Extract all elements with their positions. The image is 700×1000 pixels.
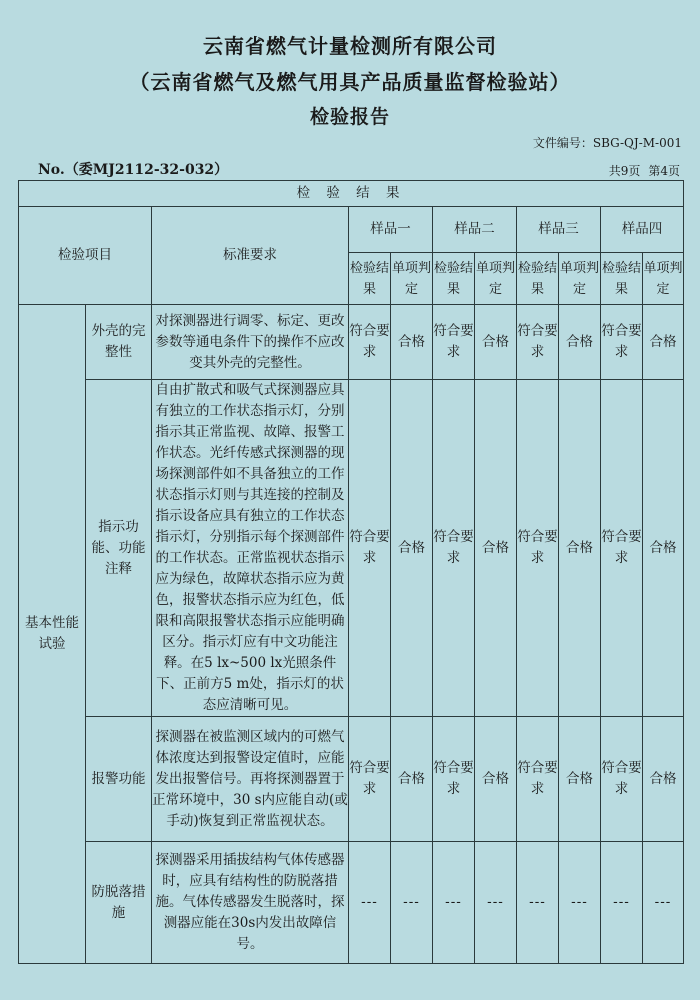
table-row (19, 380, 684, 717)
result-cell: --- (349, 842, 391, 964)
org-subname: （云南省燃气及燃气用具产品质量监督检验站） (129, 70, 571, 94)
total-pages: 共9页 (608, 164, 641, 178)
judgement-cell: 合格 (391, 380, 433, 717)
table-title-row (19, 181, 684, 207)
col-header-standard: 标准要求 (152, 207, 349, 305)
judgement-cell: --- (643, 842, 684, 964)
judgement-cell: 合格 (475, 717, 517, 842)
sub-header-result: 检验结果 (349, 253, 391, 305)
standard-cell: 对探测器进行调零、标定、更改参数等通电条件下的操作不应改变其外壳的完整性。 (152, 305, 349, 380)
standard-cell: 探测器采用插拔结构气体传感器时，应具有结构性的防脱落措施。气体传感器发生脱落时，探测器应能在30s内发出故障信号。 (152, 842, 349, 964)
sub-header-result: 检验结果 (601, 253, 643, 305)
standard-cell: 自由扩散式和吸气式探测器应具有独立的工作状态指示灯，分别指示其正常监视、故障、报警工作状态。光纤传感式探测器的现场探测部件如不具备独立的工作状态指示灯则与其连接的控制及指示设备应具有独立的工作状态指示灯，分别指示每个探测部件的工作状态。正常监视状态指示应为绿色，故障状态指示应为黄色，报警状态指示应为红色，低限和高限报警状态指示应能明确区分。指示灯应有中文功能注释。在5 lx~500 lx光照条件下、正前方5 m处，指示灯的状态应清晰可见。 (152, 380, 349, 717)
item-cell: 防脱落措施 (86, 842, 152, 964)
results-table (18, 180, 684, 964)
report-number: No.（委MJ2112-32-032） (38, 162, 229, 178)
result-cell: 符合要求 (433, 380, 475, 717)
page-indicator (601, 162, 680, 179)
result-cell: --- (433, 842, 475, 964)
standard-cell: 探测器在被监测区域内的可燃气体浓度达到报警设定值时，应能发出报警信号。再将探测器置于正常环境中，30 s内应能自动(或手动)恢复到正常监视状态。 (152, 717, 349, 842)
judgement-cell: 合格 (391, 717, 433, 842)
result-cell: 符合要求 (349, 717, 391, 842)
judgement-cell: --- (391, 842, 433, 964)
current-page: 第4页 (648, 164, 680, 178)
judgement-cell: 合格 (643, 305, 684, 380)
item-cell: 指示功能、功能注释 (86, 380, 152, 717)
sample-2-header: 样品二 (433, 207, 517, 253)
section-title: 检 验 结 果 (19, 181, 684, 207)
result-cell: 符合要求 (433, 305, 475, 380)
result-cell: 符合要求 (517, 305, 559, 380)
sub-header-judgement: 单项判定 (391, 253, 433, 305)
table-row (19, 842, 684, 964)
file-number: 文件编号：SBG-QJ-M-001 (532, 136, 682, 150)
result-cell: 符合要求 (601, 305, 643, 380)
category-cell: 基本性能试验 (19, 305, 86, 964)
judgement-cell: 合格 (559, 717, 601, 842)
sample-4-header: 样品四 (601, 207, 684, 253)
item-cell: 报警功能 (86, 717, 152, 842)
result-cell: 符合要求 (601, 717, 643, 842)
sub-header-judgement: 单项判定 (559, 253, 601, 305)
result-cell: 符合要求 (433, 717, 475, 842)
sample-header-row (19, 207, 684, 253)
report-title: 检验报告 (309, 106, 390, 128)
judgement-cell: 合格 (391, 305, 433, 380)
org-name: 云南省燃气计量检测所有限公司 (203, 34, 497, 58)
judgement-cell: 合格 (559, 380, 601, 717)
col-header-item: 检验项目 (19, 207, 152, 305)
item-cell: 外壳的完整性 (86, 305, 152, 380)
sample-3-header: 样品三 (517, 207, 601, 253)
sub-header-judgement: 单项判定 (643, 253, 684, 305)
result-cell: 符合要求 (517, 380, 559, 717)
result-cell: 符合要求 (601, 380, 643, 717)
table-row (19, 305, 684, 380)
sub-header-judgement: 单项判定 (475, 253, 517, 305)
judgement-cell: --- (559, 842, 601, 964)
judgement-cell: 合格 (643, 717, 684, 842)
result-cell: --- (601, 842, 643, 964)
sub-header-result: 检验结果 (517, 253, 559, 305)
judgement-cell: 合格 (643, 380, 684, 717)
judgement-cell: 合格 (475, 380, 517, 717)
result-cell: 符合要求 (517, 717, 559, 842)
result-cell: 符合要求 (349, 380, 391, 717)
judgement-cell: 合格 (559, 305, 601, 380)
sample-1-header: 样品一 (349, 207, 433, 253)
result-cell: 符合要求 (349, 305, 391, 380)
result-cell: --- (517, 842, 559, 964)
sub-header-result: 检验结果 (433, 253, 475, 305)
table-row (19, 717, 684, 842)
judgement-cell: 合格 (475, 305, 517, 380)
judgement-cell: --- (475, 842, 517, 964)
